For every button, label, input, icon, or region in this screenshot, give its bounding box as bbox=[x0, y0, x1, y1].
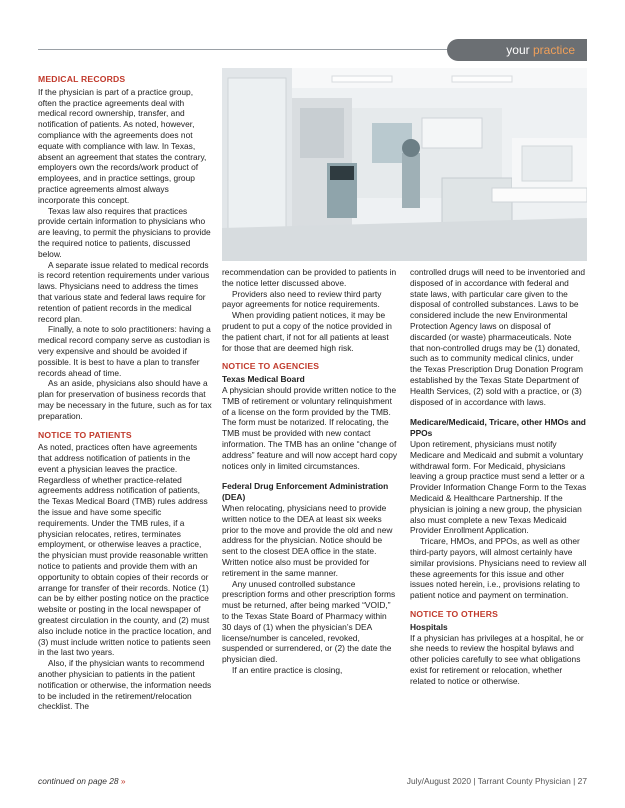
section-header bbox=[0, 39, 625, 61]
heading-notice-to-others: NOTICE TO OTHERS bbox=[410, 608, 499, 619]
paragraph: As an aside, physicians also should have a plan for preservation of business records that may be necessary in the future, such as for tax preparation. bbox=[38, 378, 212, 421]
continued-text: continued on page 28 bbox=[38, 776, 119, 786]
heading-notice-to-agencies: NOTICE TO AGENCIES bbox=[222, 361, 320, 372]
paragraph: controlled drugs will need to be inventoried and disposed of in accordance with federal and state laws, with particular care given to the disposal of controlled substances. Laws to be considered include the new Environmental Protection Agency laws on disposal of discarded (or waste) pharmaceuticals. Note that non-controlled drugs may be (1) donated, such as to community medical clinics, under the Texas Prescription Drug Donation Program established by the Texas State Department of Health Services, (2) sold with a practice, or (3) disposed of in accordance with laws. bbox=[410, 267, 586, 407]
column-1 bbox=[38, 74, 212, 712]
issue-date: July/August 2020 bbox=[406, 776, 472, 786]
continued-link[interactable] bbox=[38, 776, 126, 786]
paragraph: If a physician has privileges at a hospital, he or she needs to review the hospital bylaws and other policies carefully to see what obligations exist for retirement or relocation, whether related to notice or otherwise. bbox=[410, 632, 584, 686]
paragraph: recommendation can be provided to patients in the notice letter discussed above. bbox=[222, 267, 397, 288]
clinic-room-photo bbox=[222, 68, 587, 261]
heading-medical-records: MEDICAL RECORDS bbox=[38, 74, 126, 84]
header-rule bbox=[38, 49, 505, 50]
paragraph: Also, if the physician wants to recommend another physician to patients in the patient notification or otherwise, the information needs to be included in the retirement/relocation checklist. The bbox=[38, 658, 212, 712]
paragraph: Upon retirement, physicians must notify Medicare and Medicaid and submit a voluntary withdrawal form. For Medicaid, physicians leaving a group practice must send a letter or a Provider Information Change Form to the Texas Medicaid & Healthcare Partnership. If the physician is joining a new group, the physician also must complete a new Texas Medicaid Provider Enrollment Application. bbox=[410, 438, 587, 536]
footer-separator: | bbox=[573, 776, 576, 786]
section-tab-word2: practice bbox=[532, 43, 575, 57]
paragraph: If the physician is part of a practice group, often the practice agreements deal with medical record ownership, transfer, and notification of patients. As noted, however, compliance with the agreements does not equate with compliance with law. In Texas, absent an agreement that states the contrary, employers own the records/work product of employees, and in practice settings, group practice agreements almost always incorporate this concept. bbox=[38, 86, 207, 205]
paragraph: Tricare, HMOs, and PPOs, as well as other third-party payors, will almost certainly have similar provisions. Physicians need to review all these agreements for this issue and other issues noted herein, i.e., provisions relating to patient notice and payment on termination. bbox=[410, 536, 587, 601]
clinic-room-illustration bbox=[222, 68, 587, 261]
section-tab-word1: your bbox=[506, 43, 530, 57]
subheading-medicare: Medicare/Medicaid, Tricare, other HMOs and PPOs bbox=[410, 417, 586, 439]
paragraph: A physician should provide written notice to the TMB of retirement or voluntary relinquishment of a license on the form provided by the TMB. The form must be notarized. If relocating, the TMB must be provided with new contact information. The TMB has an online “change of address” feature and will now accept hard copy notices only in limited circumstances. bbox=[222, 384, 398, 471]
section-tab bbox=[447, 39, 587, 61]
paragraph: Texas law also requires that practices provide certain information to physicians who are leaving, to permit the physicians to provide the required notice to patients, discussed below. bbox=[38, 205, 211, 259]
paragraph: When relocating, physicians need to provide written notice to the DEA at least six weeks prior to the move and provide the old and new address for the physician. Notice should be sent to the closest DEA office in the state. Written notice also must be provided for retirement in the same manner. bbox=[222, 502, 393, 578]
column-3 bbox=[410, 267, 587, 686]
magazine-name: Tarrant County Physician bbox=[477, 776, 571, 786]
footer-separator: | bbox=[473, 776, 476, 786]
page-footer bbox=[407, 776, 587, 786]
page-number: 27 bbox=[577, 776, 587, 786]
paragraph: A separate issue related to medical records is record retention requirements under various laws. Physicians need to address the times that various state and federal laws require for retention of patient records in the medical record plan. bbox=[38, 259, 210, 324]
paragraph: Providers also need to review third party payor agreements for notice requirements. bbox=[222, 288, 382, 310]
paragraph: Any unused controlled substance prescription forms and other prescription forms must be returned, after being marked “VOID,” to the Texas State Board of Pharmacy within 30 days of (1) when the physician’s DEA license/number is canceled, revoked, suspended or surrendered, or (2) the date the physician died. bbox=[222, 578, 396, 665]
paragraph: As noted, practices often have agreements that address notification of patients in the event a physician leaves the practice. Regardless of whether practice-related agreements address notification of patients, the Texas Medical Board (TMB) rules address the issue and have some specific requirements. Under the TMB rules, if a physician relocates, retires, terminates employment, or otherwise leaves a practice, the physician must provide reasonable written notice to patients and provide them with an opportunity to obtain copies of their records or arrange for transfer of their records. Notice (1) can be by either posting notice on the practice website or posting in the local newspaper of greatest circulation in the county, and (2) must also include notice in the practice location, and (3) must include written notice to patients seen in the last two years. bbox=[38, 442, 212, 658]
paragraph: If an entire practice is closing, bbox=[232, 664, 343, 675]
paragraph: Finally, a note to solo practitioners: having a medical record company serve as custodian is very expensive and should be avoided if possible. It is best to have a plan to transfer records ahead of time. bbox=[38, 324, 211, 378]
subheading-dea: Federal Drug Enforcement Administration (DEA) bbox=[222, 481, 389, 503]
paragraph: When providing patient notices, it may be prudent to put a copy of the notice provided in the patient chart, if not for all patients at least for those that are deemed high risk. bbox=[222, 310, 392, 353]
subheading-hospitals: Hospitals bbox=[410, 621, 448, 632]
double-arrow-icon: » bbox=[120, 776, 126, 786]
heading-notice-to-patients: NOTICE TO PATIENTS bbox=[38, 429, 132, 440]
subheading-tmb: Texas Medical Board bbox=[222, 374, 305, 385]
column-2 bbox=[222, 267, 398, 676]
